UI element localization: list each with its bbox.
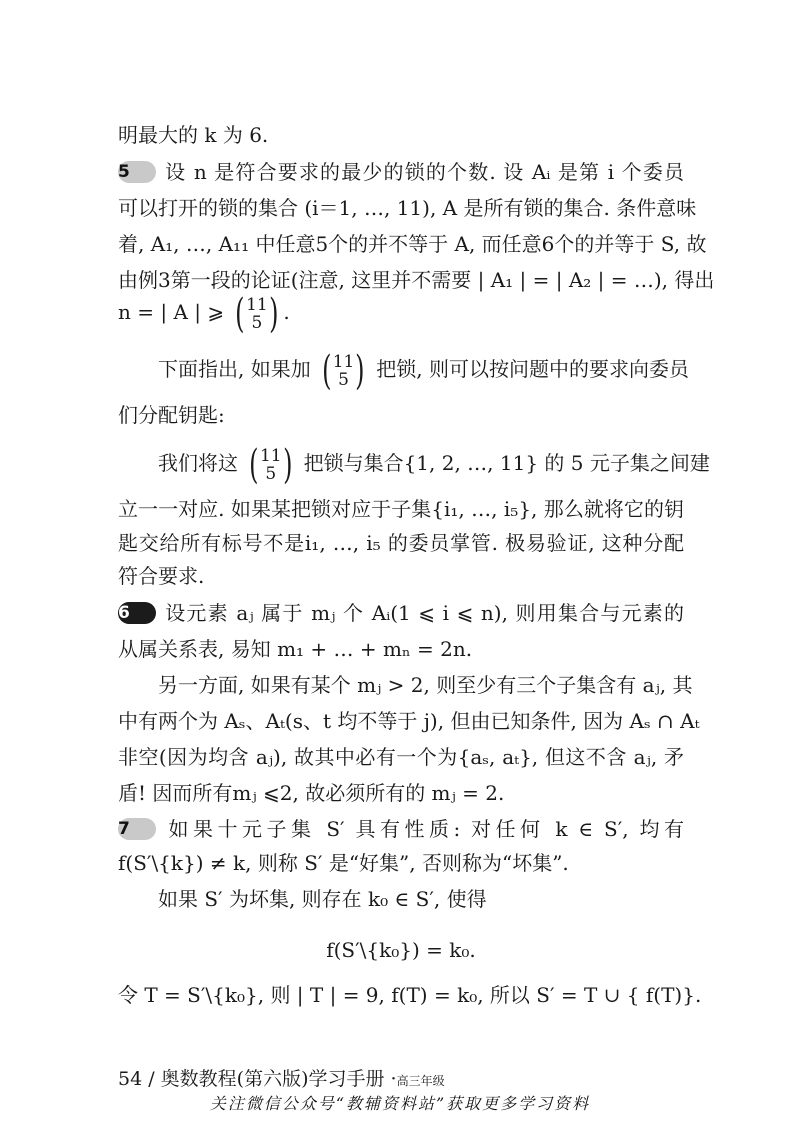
watermark-text: 关注微信公众号“教辅资料站”获取更多学习资料 [209,1094,591,1113]
binom-bottom: 5 [338,369,349,390]
text-line [158,346,690,394]
text-line: 符合要求. [118,564,205,588]
text-line: 令 T = S′\{k₀}, 则 | T | = 9, f(T) = k₀, 所以 S′ = T ∪ { f(T)}. [118,983,702,1007]
text-line: 如果 S′ 为坏集, 则存在 k₀ ∈ S′, 使得 [158,887,487,911]
text-line: 明最大的 k 为 6. [118,123,269,147]
book-title: 奥数教程(第六版)学习手册 · [160,1068,397,1090]
page-number: 54 / [118,1068,155,1090]
problem-number-badge: 6 [118,602,156,624]
text-span: 把锁, 则可以按问题中的要求向委员 [376,357,690,381]
text-span: 把锁与集合{1, 2, …, 11} 的 5 元子集之间建 [303,451,710,475]
text-line [118,598,684,628]
binomial-stack [246,296,268,332]
formula-text: n = | A | ⩾ [118,300,225,324]
text-line: 可以打开的锁的集合 (i＝1, …, 11), A 是所有锁的集合. 条件意味 [118,196,697,220]
formula-line [118,289,684,335]
problem-number-badge: 5 [118,161,156,183]
page-footer [118,1064,445,1091]
binom-top: 11 [332,351,355,372]
text-line [118,814,684,844]
formula-text: . [283,300,290,324]
binom-top: 11 [246,294,268,315]
text-span: 下面指出, 如果加 [158,357,311,381]
text-line: 从属关系表, 易知 m₁ + … + mₙ = 2n. [118,637,473,661]
text-span: 设元素 aⱼ 属于 mⱼ 个 Aᵢ(1 ⩽ i ⩽ n), 则用集合与元素的 [164,601,684,625]
binomial-stack [333,353,355,389]
binomial-coefficient [232,290,281,337]
problem-number-badge: 7 [118,818,156,840]
text-span: 我们将这 [158,451,238,475]
binom-top: 11 [259,445,282,466]
text-line: 中有两个为 Aₛ、Aₜ(s、t 均不等于 j), 但由已知条件, 因为 Aₛ ∩ Aₜ [118,709,700,733]
right-paren: ) [268,290,279,337]
text-line: 另一方面, 如果有某个 mⱼ > 2, 则至少有三个子集含有 aⱼ, 其 [158,673,693,697]
binom-bottom: 5 [251,312,263,333]
right-paren: ) [282,441,293,488]
left-paren: ( [322,347,332,394]
text-line: 非空(因为均含 aⱼ), 故其中必有一个为{aₛ, aₜ}, 但这不含 aⱼ, 矛 [118,745,684,769]
text-line [118,157,684,187]
display-equation: f(S′\{k₀}) = k₀. [326,938,476,962]
text-line: 匙交给所有标号不是i₁, …, i₅ 的委员掌管. 极易验证, 这种分配 [118,531,684,555]
left-paren: ( [235,290,245,337]
right-paren: ) [355,347,365,394]
text-line: 们分配钥匙: [118,403,225,427]
binomial-stack [260,447,282,483]
text-line [158,440,710,488]
binomial-coefficient [319,347,368,394]
text-line: 立一一对应. 如果某把锁对应于子集{i₁, …, i₅}, 那么就将它的钥 [118,497,684,521]
text-line: 由例3第一段的论证(注意, 这里并不需要 | A₁ | = | A₂ | = …), 得出 [118,268,715,292]
grade-label: 高三年级 [396,1074,445,1088]
text-line: f(S′\{k}) ≠ k, 则称 S′ 是“好集”, 否则称为“坏集”. [118,851,569,875]
text-line: 盾! 因而所有mⱼ ⩽2, 故必须所有的 mⱼ = 2. [118,781,505,805]
binomial-coefficient [246,441,295,488]
left-paren: ( [249,441,259,488]
binom-bottom: 5 [265,463,277,484]
text-span: 如果十元子集 S′ 具有性质: 对任何 k ∈ S′, 均有 [164,817,684,841]
text-line: 着, A₁, …, A₁₁ 中任意5个的并不等于 A, 而任意6个的并等于 S, 故 [118,232,707,256]
text-span: 设 n 是符合要求的最少的锁的个数. 设 Aᵢ 是第 i 个委员 [164,160,684,184]
